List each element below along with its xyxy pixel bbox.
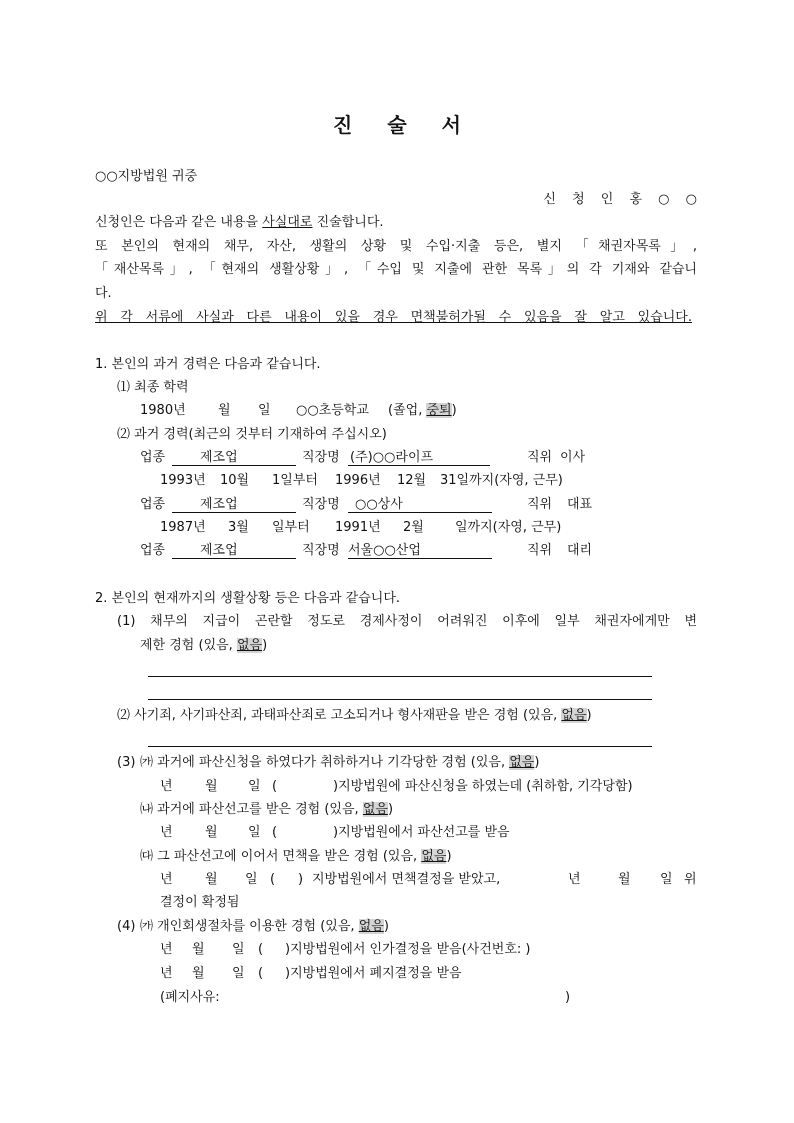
q3c-detail xyxy=(0,871,794,889)
intro-line-1-after: 진술합니다. xyxy=(312,215,384,230)
period-end-month: 2월 xyxy=(403,520,424,535)
q4a-dismissal xyxy=(0,965,794,983)
q3a-year: 년 xyxy=(160,779,173,794)
q3c-before: ㈐ 그 파산선고에 이어서 면책을 받은 경험 (있음, xyxy=(140,849,422,864)
industry-label: 업종 xyxy=(140,543,166,558)
period-start-year: 1993년 xyxy=(160,473,206,488)
career-label: ⑵ 과거 경력(최근의 것부터 기재하여 주십시오) xyxy=(117,427,387,442)
education-status-before: (졸업, xyxy=(388,403,427,418)
q4-label: (4) xyxy=(117,919,136,934)
q2-after: ) xyxy=(586,708,592,723)
q1-selected-option: 없음 xyxy=(236,638,263,653)
q3a-text: )지방법원에 파산신청을 하였는데 (취하함, 기각당함) xyxy=(333,779,633,794)
q3c-confirm-day: 일 xyxy=(660,872,673,887)
period-end-year: 1996년 xyxy=(335,473,381,488)
q3a-month: 월 xyxy=(205,779,218,794)
applicant-line: 신 청 인 홍 ○ ○ xyxy=(543,192,697,207)
education-month: 월 xyxy=(218,403,231,418)
period-end-year: 1991년 xyxy=(335,520,381,535)
position-label: 직위 xyxy=(527,497,553,512)
q3a-paren: ( xyxy=(272,779,278,794)
intro-line-1-before: 신청인은 다음과 같은 내용을 xyxy=(95,215,263,230)
industry-value: 제조업 xyxy=(172,542,296,559)
position-label: 직위 xyxy=(527,543,553,558)
q4a-approval-paren: ( xyxy=(258,942,264,957)
position-value: 대표 xyxy=(567,497,593,512)
document-title: 진 술 서 xyxy=(333,113,475,137)
education-status-after: ) xyxy=(451,403,457,418)
q4a-reason-close: ) xyxy=(565,990,571,1005)
position-value: 대리 xyxy=(567,543,593,558)
q3b-text: )지방법원에서 파산선고를 받음 xyxy=(333,825,510,840)
q4a-approval-year: 년 xyxy=(160,942,173,957)
q2-blank-line xyxy=(148,746,652,747)
position-label: 직위 xyxy=(527,450,553,465)
q3c-day: 일 xyxy=(245,872,258,887)
q4a-approval-month: 월 xyxy=(192,942,205,957)
q4a-selected-option: 없음 xyxy=(358,919,384,934)
job-row xyxy=(0,449,794,467)
q3c-confirm-year: 년 xyxy=(568,872,581,887)
q3b-month: 월 xyxy=(205,825,218,840)
q3c-month: 월 xyxy=(205,872,218,887)
q4a-before: ㈎ 개인회생절차를 이용한 경험 (있음, xyxy=(140,919,359,934)
q3c-confirm-month: 월 xyxy=(618,872,631,887)
q4a-dismissal-day: 일 xyxy=(232,966,245,981)
q4a-reason-open: (폐지사유: xyxy=(160,990,220,1005)
q3c-paren-open: ( xyxy=(270,872,276,887)
q1-blank-line xyxy=(148,676,652,677)
q1-line-2 xyxy=(140,637,267,655)
q1-line-2-before: 제한 경험 (있음, xyxy=(140,638,237,653)
employer-label: 직장명 xyxy=(302,543,340,558)
education-label: ⑴ 최종 학력 xyxy=(117,380,189,395)
q3b-year: 년 xyxy=(160,825,173,840)
employer-value: 서울○○산업 xyxy=(348,542,492,559)
q3b-before: ㈏ 과거에 파산선고를 받은 경험 (있음, xyxy=(140,802,363,817)
education-row xyxy=(0,402,794,420)
court-addressee: ○○지방법원 귀중 xyxy=(95,169,198,184)
section1-heading: 1. 본인의 과거 경력은 다음과 같습니다. xyxy=(95,357,321,372)
q3b-after: ) xyxy=(387,802,394,817)
q4a-dismissal-text: )지방법원에서 폐지결정을 받음 xyxy=(285,966,462,981)
period-start-month: 10월 xyxy=(220,473,250,488)
q3a-before: ㈎ 과거에 파산신청을 하였다가 취하하거나 기각당한 경험 (있음, xyxy=(140,755,510,770)
education-school: ○○초등학교 xyxy=(296,403,369,418)
period-start-day: 일부터 xyxy=(272,520,310,535)
q3a-selected-option: 없음 xyxy=(509,755,535,770)
job-row xyxy=(0,542,794,560)
q3b-selected-option: 없음 xyxy=(362,802,388,817)
q3c-paren-close: ) xyxy=(298,872,304,887)
q4a-dismissal-year: 년 xyxy=(160,966,173,981)
q2-selected-option: 없음 xyxy=(561,708,587,723)
employer-value: ○○상사 xyxy=(348,496,492,513)
q4a-dismissal-month: 월 xyxy=(192,966,205,981)
q4a-approval-day: 일 xyxy=(232,942,245,957)
q3a-day: 일 xyxy=(248,779,261,794)
q3a-detail xyxy=(0,778,794,796)
intro-line-3: 「재산목록」, 「현재의 생활상황」, 「수입 및 지출에 관한 목록」의 각 기재와 같습니 xyxy=(95,262,697,277)
q3b-detail xyxy=(0,824,794,842)
q3c-after: ) xyxy=(446,849,452,864)
period-start-day: 1일부터 xyxy=(272,473,318,488)
education-year: 1980년 xyxy=(140,403,186,418)
q2-line xyxy=(117,707,592,725)
industry-label: 업종 xyxy=(140,450,166,465)
job-period-row xyxy=(0,472,794,490)
q3c-question xyxy=(140,848,452,866)
employer-label: 직장명 xyxy=(302,450,340,465)
q1-line-1: (1) 채무의 지급이 곤란할 정도로 경제사정이 어려워진 이후에 일부 채권자에게만 변 xyxy=(117,614,697,629)
q4a-line xyxy=(0,918,794,936)
section2-heading: 2. 본인의 현재까지의 생활상황 등은 다음과 같습니다. xyxy=(95,591,401,606)
q3c-detail-line-2: 결정이 확정됨 xyxy=(160,895,240,910)
q1-blank-line xyxy=(148,699,652,700)
industry-value: 제조업 xyxy=(172,496,296,513)
period-start-month: 3월 xyxy=(228,520,249,535)
q3c-text: 지방법원에서 면책결정을 받았고, xyxy=(312,872,501,887)
education-status-selected: 중퇴 xyxy=(426,403,452,418)
intro-line-2: 또 본인의 현재의 채무, 자산, 생활의 상황 및 수입·지출 등은, 별지 「채권자목록」, xyxy=(95,239,697,254)
q4a-dismissal-paren: ( xyxy=(258,966,264,981)
period-end-day: 31일까지(자영, 근무) xyxy=(440,473,563,488)
q3c-confirm-tail: 위 xyxy=(684,872,697,887)
industry-label: 업종 xyxy=(140,497,166,512)
education-status xyxy=(388,402,457,420)
q3b-question xyxy=(140,801,393,819)
q3a-line xyxy=(0,754,794,772)
q3b-paren: ( xyxy=(272,825,278,840)
q4a-after: ) xyxy=(383,919,389,934)
position-value: 이사 xyxy=(560,450,586,465)
q3b-day: 일 xyxy=(248,825,261,840)
period-end-day: 일까지(자영, 근무) xyxy=(455,520,562,535)
q3a-question xyxy=(140,754,539,772)
q3-label: (3) xyxy=(117,755,136,770)
q4a-dismissal-reason xyxy=(0,989,794,1007)
intro-warning: 위 각 서류에 사실과 다른 내용이 있을 경우 면책불허가될 수 있음을 잘 알고 있습니다. xyxy=(95,310,692,325)
employer-label: 직장명 xyxy=(302,497,340,512)
intro-line-4: 다. xyxy=(95,286,112,301)
industry-value: 제조업 xyxy=(172,449,296,466)
q4a-approval xyxy=(0,941,794,959)
q3c-year: 년 xyxy=(160,872,173,887)
q4a-approval-text: )지방법원에서 인가결정을 받음(사건번호: ) xyxy=(285,942,531,957)
q3c-selected-option: 없음 xyxy=(421,849,447,864)
intro-line-1 xyxy=(95,214,384,232)
q1-line-2-after: ) xyxy=(262,638,268,653)
intro-underlined-truthfully: 사실대로 xyxy=(262,215,313,230)
education-day: 일 xyxy=(258,403,271,418)
q3a-after: ) xyxy=(534,755,540,770)
period-end-month: 12월 xyxy=(397,473,427,488)
q4a-question xyxy=(140,918,389,936)
job-row xyxy=(0,496,794,514)
job-period-row xyxy=(0,519,794,537)
q2-before: ⑵ 사기죄, 사기파산죄, 과태파산죄로 고소되거나 형사재판을 받은 경험 (있음, xyxy=(117,708,562,723)
employer-value: (주)○○라이프 xyxy=(348,449,490,466)
period-start-year: 1987년 xyxy=(160,520,206,535)
